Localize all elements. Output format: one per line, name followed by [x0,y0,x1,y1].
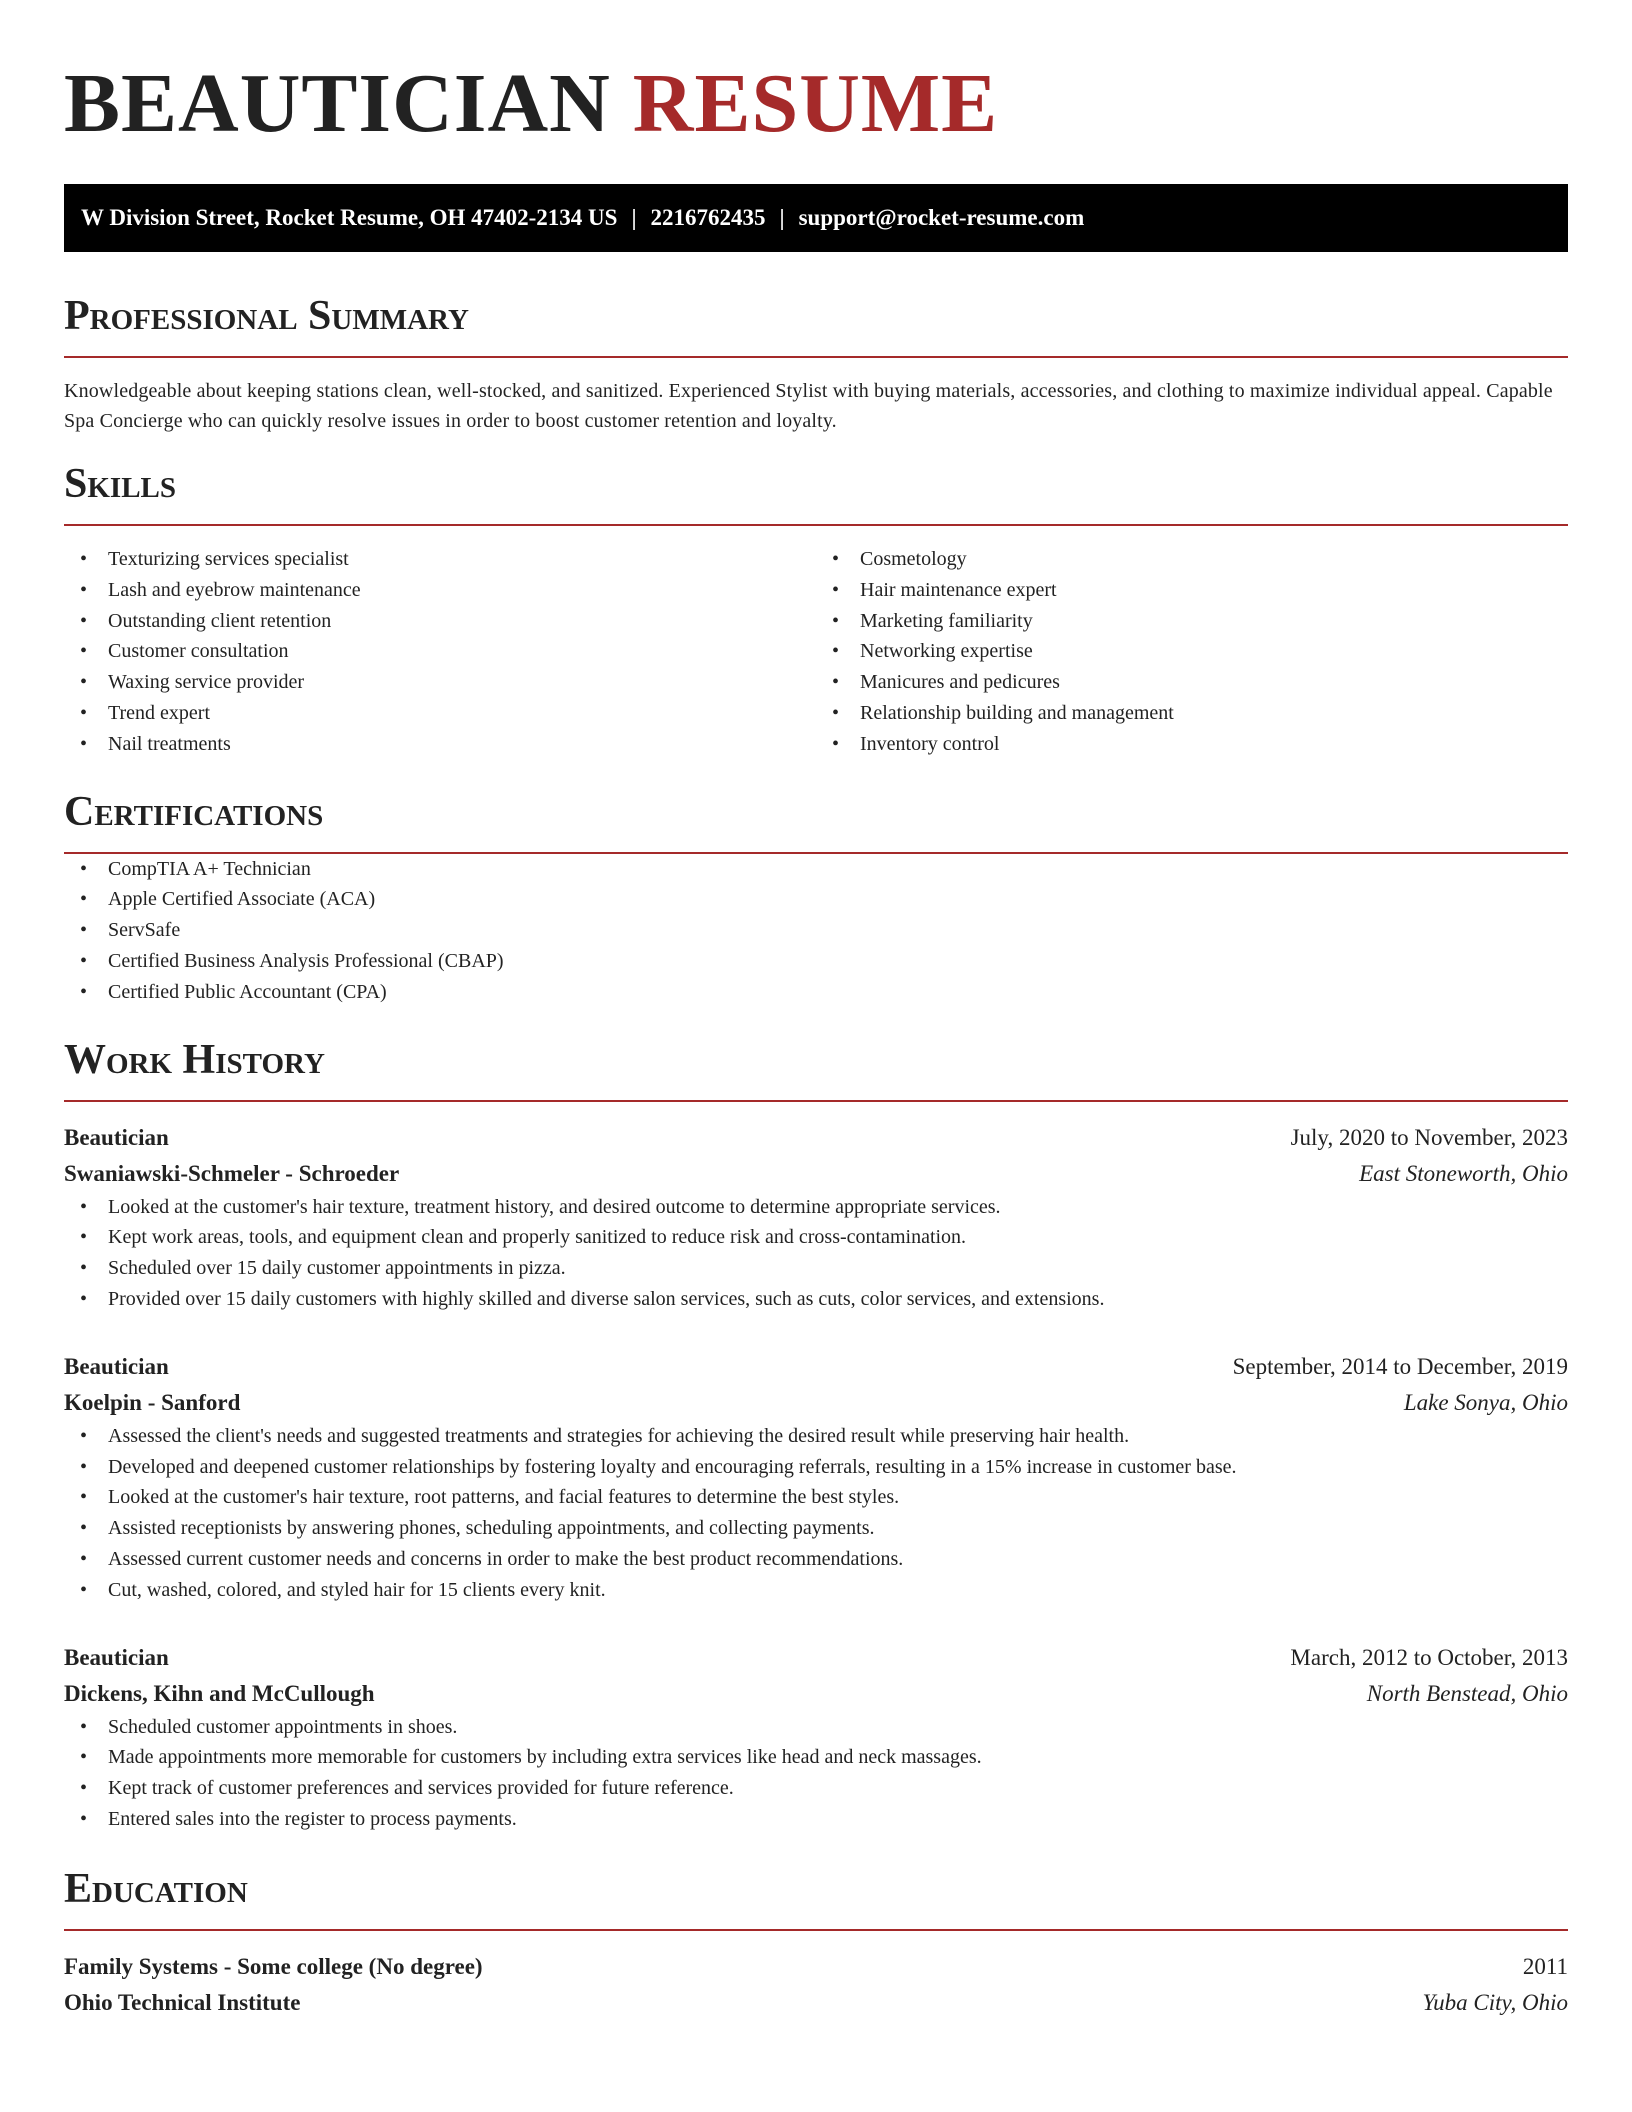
section-divider [64,356,1568,358]
certification-item: • CompTIA A+ Technician [64,854,1568,885]
section-title-education: Education [64,1865,248,1912]
skill-item: • Manicures and pedicures [816,667,1568,698]
education-degree: Family Systems - Some college (No degree) [64,1953,483,1979]
skills-column-right [816,544,1568,760]
section-title-work-history: Work History [64,1036,325,1083]
job-bullet: • Kept track of customer preferences and services provided for future reference. [64,1773,1568,1804]
job-bullets [64,1192,1568,1315]
job-entry [64,1640,1568,1835]
skill-item: • Marketing familiarity [816,606,1568,637]
skills-section [64,458,1568,760]
skill-item: • Texturizing services specialist [64,544,816,575]
job-bullet: • Assisted receptionists by answering phones, scheduling appointments, and collecting payments. [64,1513,1568,1544]
job-bullet: • Provided over 15 daily customers with highly skilled and diverse salon services, such as cuts, color services, and extensions. [64,1284,1568,1315]
job-bullet: • Scheduled customer appointments in shoes. [64,1712,1568,1743]
job-bullet: • Looked at the customer's hair texture, treatment history, and desired outcome to determine appropriate services. [64,1192,1568,1223]
skill-item: • Inventory control [816,729,1568,760]
job-bullet: • Assessed the client's needs and suggested treatments and strategies for achieving the desired result while preserving hair health. [64,1421,1568,1452]
job-location: North Benstead, Ohio [1366,1680,1568,1706]
education-location: Yuba City, Ohio [1422,1989,1568,2015]
education-year: 2011 [1522,1953,1568,1979]
section-divider [64,1929,1568,1931]
skill-item: • Nail treatments [64,729,816,760]
job-dates: September, 2014 to December, 2019 [1232,1353,1568,1379]
job-company-row [64,1676,1568,1712]
resume-title [64,0,1568,150]
skills-column-left [64,544,816,760]
certification-item: • Certified Public Accountant (CPA) [64,977,1568,1008]
job-bullet: • Assessed current customer needs and concerns in order to make the best product recommendations. [64,1544,1568,1575]
skill-item: • Networking expertise [816,636,1568,667]
section-title-certifications: Certifications [64,788,324,835]
skill-item: • Waxing service provider [64,667,816,698]
education-school: Ohio Technical Institute [64,1989,301,2015]
name-second: RESUME [632,57,999,150]
skill-item: • Hair maintenance expert [816,575,1568,606]
job-bullet: • Entered sales into the register to process payments. [64,1804,1568,1835]
education-section [64,1863,1568,2021]
job-company-row [64,1385,1568,1421]
job-bullet: • Looked at the customer's hair texture, root patterns, and facial features to determine the best styles. [64,1482,1568,1513]
job-location: Lake Sonya, Ohio [1403,1389,1568,1415]
certifications-section [64,786,1568,1008]
skills-grid [64,544,1568,760]
summary-text: Knowledgeable about keeping stations clean, well-stocked, and sanitized. Experienced Stylist with buying materials, accessories, and clothing to maximize individual appeal. Capable Spa Concierge who can quickly resolve issues in order to boost customer retention and loyalty. [64,380,1553,432]
job-role: Beautician [64,1644,169,1670]
job-location: East Stoneworth, Ohio [1359,1160,1568,1186]
skill-item: • Outstanding client retention [64,606,816,637]
job-header-row [64,1640,1568,1676]
contact-address: W Division Street, Rocket Resume, OH 47402-2134 US [81,205,618,230]
skill-item: • Lash and eyebrow maintenance [64,575,816,606]
certification-item: • Certified Business Analysis Professional (CBAP) [64,946,1568,977]
skills-list-left [64,544,816,760]
job-company: Koelpin - Sanford [64,1389,241,1415]
job-entry [64,1120,1568,1315]
job-company-row [64,1156,1568,1192]
skill-item: • Cosmetology [816,544,1568,575]
skills-list-right [816,544,1568,760]
job-bullet: • Scheduled over 15 daily customer appointments in pizza. [64,1253,1568,1284]
contact-separator: | [631,205,637,230]
job-role: Beautician [64,1124,169,1150]
job-entry [64,1349,1568,1606]
job-dates: March, 2012 to October, 2013 [1290,1644,1568,1670]
job-header-row [64,1349,1568,1385]
section-divider [64,524,1568,526]
job-bullet: • Kept work areas, tools, and equipment clean and properly sanitized to reduce risk and cross-contamination. [64,1222,1568,1253]
section-title-skills: Skills [64,461,177,507]
job-bullet: • Developed and deepened customer relationships by fostering loyalty and encouraging referrals, resulting in a 15% increase in customer base. [64,1452,1568,1483]
job-bullets [64,1421,1568,1606]
contact-phone[interactable]: 2216762435 [650,205,766,230]
certifications-list [64,854,1568,1008]
skill-item: • Trend expert [64,698,816,729]
job-bullets [64,1712,1568,1835]
section-title-summary: Professional Summary [64,293,469,339]
education-header-row [64,1949,1568,1985]
job-company: Swaniawski-Schmeler - Schroeder [64,1160,400,1186]
job-company: Dickens, Kihn and McCullough [64,1680,375,1706]
skill-item: • Relationship building and management [816,698,1568,729]
job-header-row [64,1120,1568,1156]
skill-item: • Customer consultation [64,636,816,667]
summary-section [64,290,1568,436]
job-dates: July, 2020 to November, 2023 [1290,1124,1568,1150]
certification-item: • Apple Certified Associate (ACA) [64,884,1568,915]
contact-bar [64,184,1568,252]
education-entry [64,1949,1568,2021]
education-school-row [64,1985,1568,2021]
certification-item: • ServSafe [64,915,1568,946]
contact-email[interactable]: support@rocket-resume.com [798,205,1085,230]
job-role: Beautician [64,1353,169,1379]
work-history-section [64,1034,1568,1835]
name-first: BEAUTICIAN [64,57,611,150]
job-bullet: • Made appointments more memorable for customers by including extra services like head and neck massages. [64,1742,1568,1773]
job-bullet: • Cut, washed, colored, and styled hair for 15 clients every knit. [64,1575,1568,1606]
contact-separator: | [779,205,785,230]
section-divider [64,1100,1568,1102]
